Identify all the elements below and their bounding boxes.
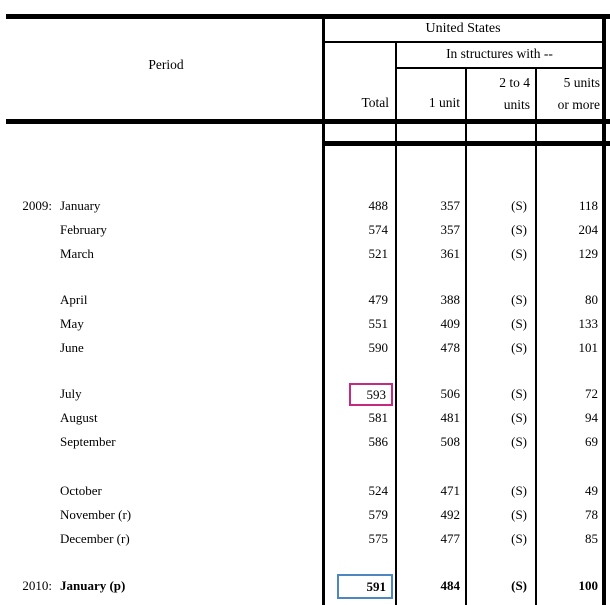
total-value-cell — [322, 574, 395, 599]
two-to-four-value-cell: (S) — [511, 198, 527, 213]
total-value-cell: 551 — [368, 316, 388, 331]
five-plus-value-cell: 80 — [585, 292, 598, 307]
one-unit-value-cell: 477 — [440, 531, 460, 546]
table-row — [10, 242, 604, 266]
one-unit-column-header: 1 unit — [428, 95, 460, 110]
row-year-label — [10, 336, 52, 360]
row-month-label: February — [60, 222, 107, 237]
table-row — [10, 336, 604, 360]
row-month-label: March — [60, 246, 94, 261]
total-value-cell: 581 — [368, 410, 388, 425]
row-month-label: January (p) — [60, 578, 126, 593]
two-to-four-header-line1: 2 to 4 — [499, 75, 530, 90]
header-bottom-rule — [6, 119, 610, 124]
row-month-label: May — [60, 316, 84, 331]
row-year-label — [10, 430, 52, 454]
row-year-label — [10, 288, 52, 312]
five-plus-value-cell: 129 — [578, 246, 598, 261]
two-to-four-value-cell: (S) — [511, 410, 527, 425]
total-value-cell: 590 — [368, 340, 388, 355]
two-to-four-value-cell: (S) — [511, 434, 527, 449]
two-to-four-value-cell: (S) — [511, 316, 527, 331]
row-year-label: 2009: — [22, 198, 52, 213]
total-value-cell: 488 — [368, 198, 388, 213]
one-unit-value-cell: 388 — [440, 292, 460, 307]
row-month-label: November (r) — [60, 507, 132, 522]
five-plus-column-header — [535, 72, 600, 116]
row-month-label: October — [60, 483, 102, 498]
structures-header-underline — [395, 67, 604, 69]
table-row — [10, 479, 604, 503]
five-plus-value-cell: 94 — [585, 410, 598, 425]
table-row — [10, 288, 604, 312]
highlight-box-blue: 591 — [337, 574, 393, 599]
five-plus-value-cell: 78 — [585, 507, 598, 522]
row-month-label: July — [60, 386, 82, 401]
one-unit-value-cell: 506 — [440, 386, 460, 401]
period-column-header: Period — [148, 57, 184, 72]
one-unit-value-cell: 361 — [440, 246, 460, 261]
two-to-four-value-cell: (S) — [511, 340, 527, 355]
two-to-four-value-cell: (S) — [511, 246, 527, 261]
total-column-header: Total — [361, 95, 389, 110]
row-year-label — [10, 242, 52, 266]
row-year-label — [10, 503, 52, 527]
total-value-cell: 479 — [368, 292, 388, 307]
two-to-four-value-cell: (S) — [511, 483, 527, 498]
total-value-cell: 575 — [368, 531, 388, 546]
total-value-cell: 524 — [368, 483, 388, 498]
table-row — [10, 312, 604, 336]
table-row — [10, 218, 604, 242]
two-to-four-value-cell: (S) — [511, 386, 527, 401]
row-year-label — [10, 218, 52, 242]
table-row — [10, 194, 604, 218]
five-plus-value-cell: 118 — [578, 198, 598, 213]
two-to-four-value-cell: (S) — [511, 292, 527, 307]
total-value-cell: 586 — [368, 434, 388, 449]
table-row — [10, 527, 604, 551]
row-month-label: June — [60, 340, 84, 355]
one-unit-value-cell: 357 — [440, 198, 460, 213]
five-plus-header-line1: 5 units — [563, 75, 600, 90]
row-year-label — [10, 527, 52, 551]
one-unit-value-cell: 484 — [440, 578, 460, 593]
two-to-four-value-cell: (S) — [511, 578, 527, 593]
row-month-label: September — [60, 434, 116, 449]
two-to-four-header-line2: units — [503, 97, 530, 112]
one-unit-value-cell: 481 — [440, 410, 460, 425]
table-row — [10, 574, 604, 598]
table-body — [10, 147, 604, 598]
two-to-four-value-cell: (S) — [511, 222, 527, 237]
united-states-underline — [322, 41, 604, 43]
highlight-box-magenta: 593 — [349, 383, 393, 406]
row-year-label — [10, 312, 52, 336]
five-plus-value-cell: 85 — [585, 531, 598, 546]
one-unit-value-cell: 471 — [440, 483, 460, 498]
two-to-four-value-cell: (S) — [511, 507, 527, 522]
five-plus-header-line2: or more — [557, 97, 600, 112]
total-value-cell: 579 — [368, 507, 388, 522]
one-unit-value-cell: 492 — [440, 507, 460, 522]
row-year-label — [10, 479, 52, 503]
row-year-label: 2010: — [22, 578, 52, 593]
five-plus-value-cell: 69 — [585, 434, 598, 449]
one-unit-value-cell: 409 — [440, 316, 460, 331]
table-row — [10, 406, 604, 430]
five-plus-value-cell: 101 — [578, 340, 598, 355]
total-value-cell: 521 — [368, 246, 388, 261]
row-month-label: January — [60, 198, 101, 213]
five-plus-value-cell: 204 — [578, 222, 598, 237]
one-unit-value-cell: 478 — [440, 340, 460, 355]
region-header: United States — [425, 21, 501, 36]
row-month-label: April — [60, 292, 88, 307]
two-to-four-column-header — [465, 72, 530, 116]
five-plus-value-cell: 100 — [578, 578, 598, 593]
total-value-cell: 574 — [368, 222, 388, 237]
total-value-cell — [322, 382, 395, 406]
five-plus-value-cell: 133 — [578, 316, 598, 331]
table-rule-top — [6, 14, 610, 19]
row-month-label: December (r) — [60, 531, 130, 546]
one-unit-value-cell: 508 — [440, 434, 460, 449]
two-to-four-value-cell: (S) — [511, 531, 527, 546]
table-row — [10, 382, 604, 406]
five-plus-value-cell: 49 — [585, 483, 598, 498]
five-plus-value-cell: 72 — [585, 386, 598, 401]
row-month-label: August — [60, 410, 98, 425]
one-unit-value-cell: 357 — [440, 222, 460, 237]
table-row — [10, 430, 604, 454]
row-year-label — [10, 382, 52, 406]
structures-group-header: In structures with -- — [446, 46, 553, 61]
table-row — [10, 503, 604, 527]
row-year-label — [10, 406, 52, 430]
